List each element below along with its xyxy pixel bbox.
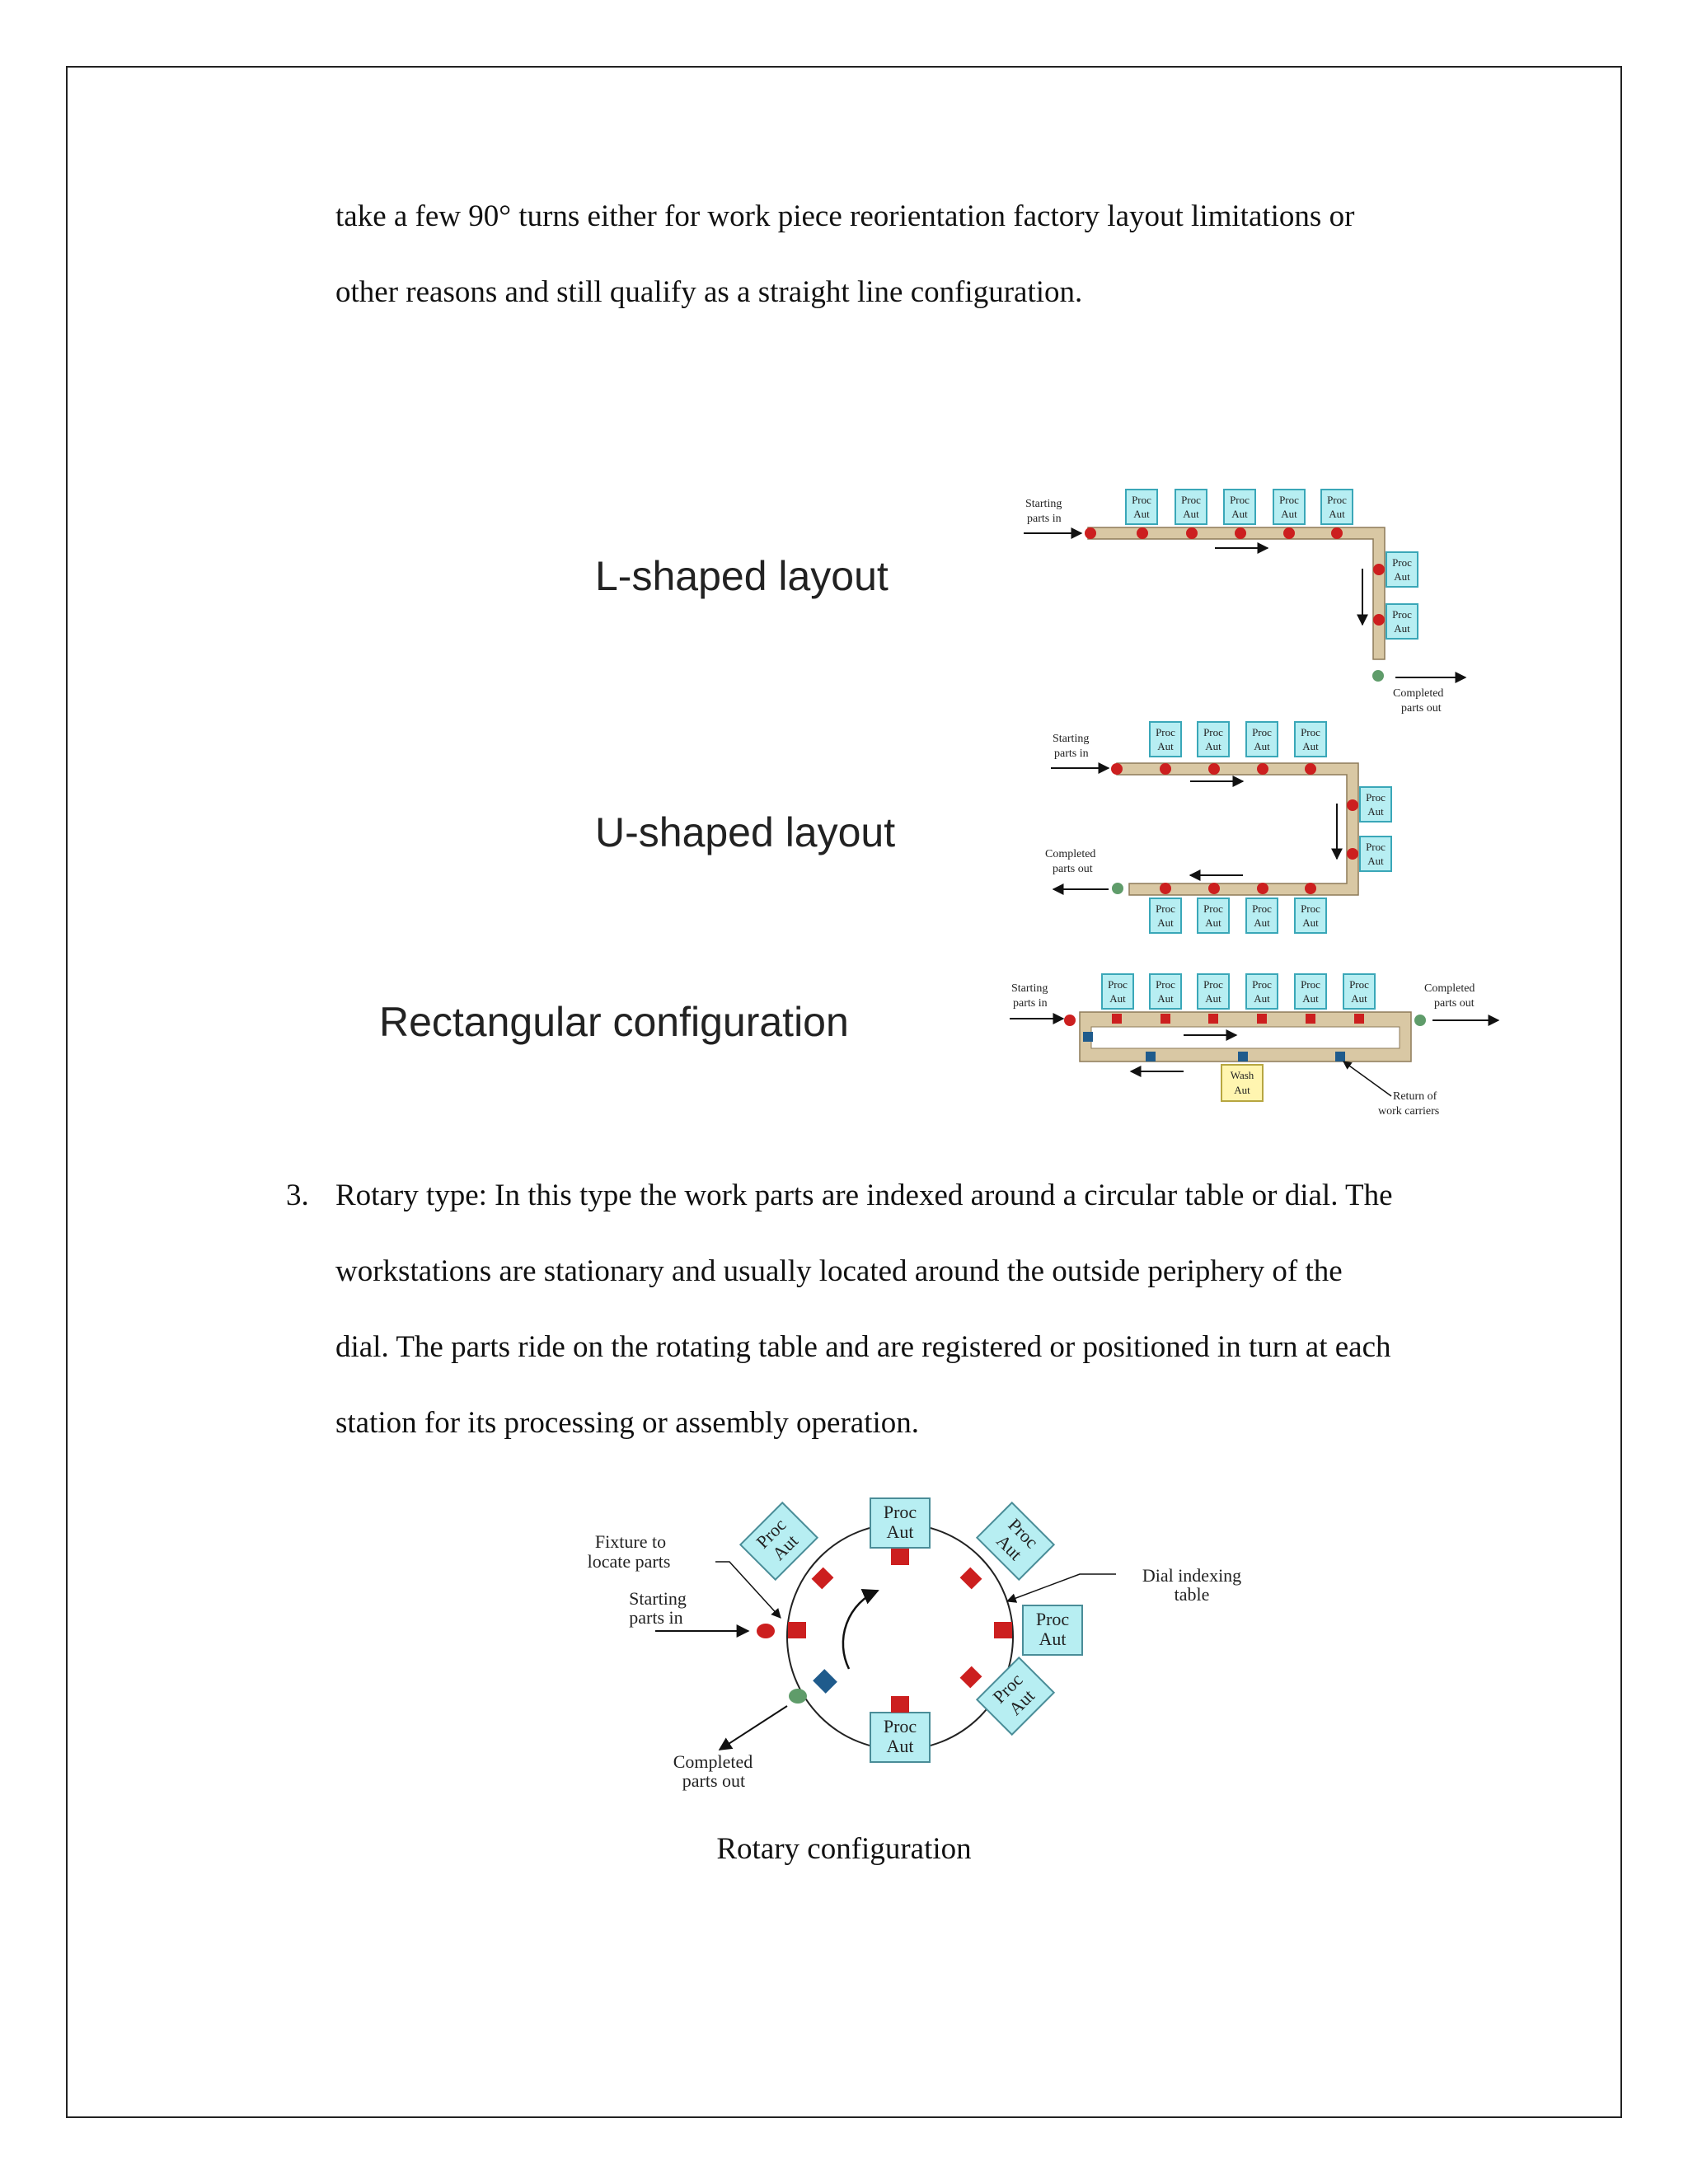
rotary-station-right [1023, 1605, 1082, 1655]
r-starting-label: Starting [1011, 982, 1048, 995]
intro-line-2: other reasons and still qualify as a straight line configuration. [335, 275, 1083, 309]
dial-indexing-label: Dial indexing [1142, 1565, 1242, 1586]
l-starting-label: Starting [1025, 498, 1062, 510]
return-label: Return of [1393, 1090, 1437, 1103]
u-shaped-title: U-shaped layout [595, 809, 896, 855]
r-completed-label-2: parts out [1434, 997, 1475, 1010]
u-completed-label: Completed [1045, 848, 1096, 860]
u-completed-label-2: parts out [1053, 863, 1093, 875]
u-shaped-diagram [1045, 722, 1391, 933]
rectangular-diagram [1010, 974, 1498, 1118]
l-starting-label-2: parts in [1027, 513, 1062, 525]
rotary-starting-label: Starting [629, 1588, 687, 1609]
list-number-3: 3. [286, 1179, 309, 1212]
fixture-label: Fixture to [594, 1531, 667, 1552]
l-shaped-diagram [1024, 490, 1465, 715]
rotary-station-lower-right [977, 1657, 1053, 1734]
rotary-figure [552, 1483, 1294, 1813]
rotary-station-upper-left [740, 1502, 817, 1579]
dial-indexing-label-2: table [1174, 1584, 1210, 1605]
rotary-starting-label-2: parts in [629, 1607, 683, 1628]
r-starting-label-2: parts in [1013, 997, 1048, 1010]
rotary-completed-label-2: parts out [682, 1770, 746, 1791]
l-completed-label: Completed [1393, 687, 1444, 700]
wash-station [1221, 1065, 1263, 1101]
return-label-2: work carriers [1378, 1105, 1440, 1118]
l-completed-label-2: parts out [1401, 702, 1442, 715]
rectangular-title: Rectangular configuration [379, 999, 849, 1045]
item3-line-2: workstations are stationary and usually located around the outside periphery of the [335, 1254, 1343, 1288]
layouts-figure [363, 462, 1517, 1137]
intro-line-1: take a few 90° turns either for work piece reorientation factory layout limitations or [335, 199, 1355, 233]
rotary-station-upper-right [977, 1502, 1053, 1579]
item3-line-4: station for its processing or assembly operation. [335, 1406, 920, 1440]
figure-caption: Rotary configuration [716, 1832, 972, 1866]
item3-line-3: dial. The parts ride on the rotating table and are registered or positioned in turn at each [335, 1330, 1391, 1364]
fixture-label-2: locate parts [587, 1551, 671, 1572]
l-shaped-title: L-shaped layout [595, 553, 889, 599]
svg-text:Aut: Aut [1234, 1084, 1250, 1096]
rotary-station-bottom [870, 1713, 930, 1762]
svg-text:Wash: Wash [1230, 1069, 1254, 1081]
item3-line-1: Rotary type: In this type the work parts are indexed around a circular table or dial. The [335, 1179, 1393, 1212]
u-starting-label-2: parts in [1054, 748, 1089, 760]
u-starting-label: Starting [1053, 733, 1090, 745]
rotary-completed-label: Completed [673, 1751, 753, 1772]
rotary-station-top [870, 1498, 930, 1548]
rotation-arrow [843, 1591, 878, 1669]
r-completed-label: Completed [1424, 982, 1475, 995]
